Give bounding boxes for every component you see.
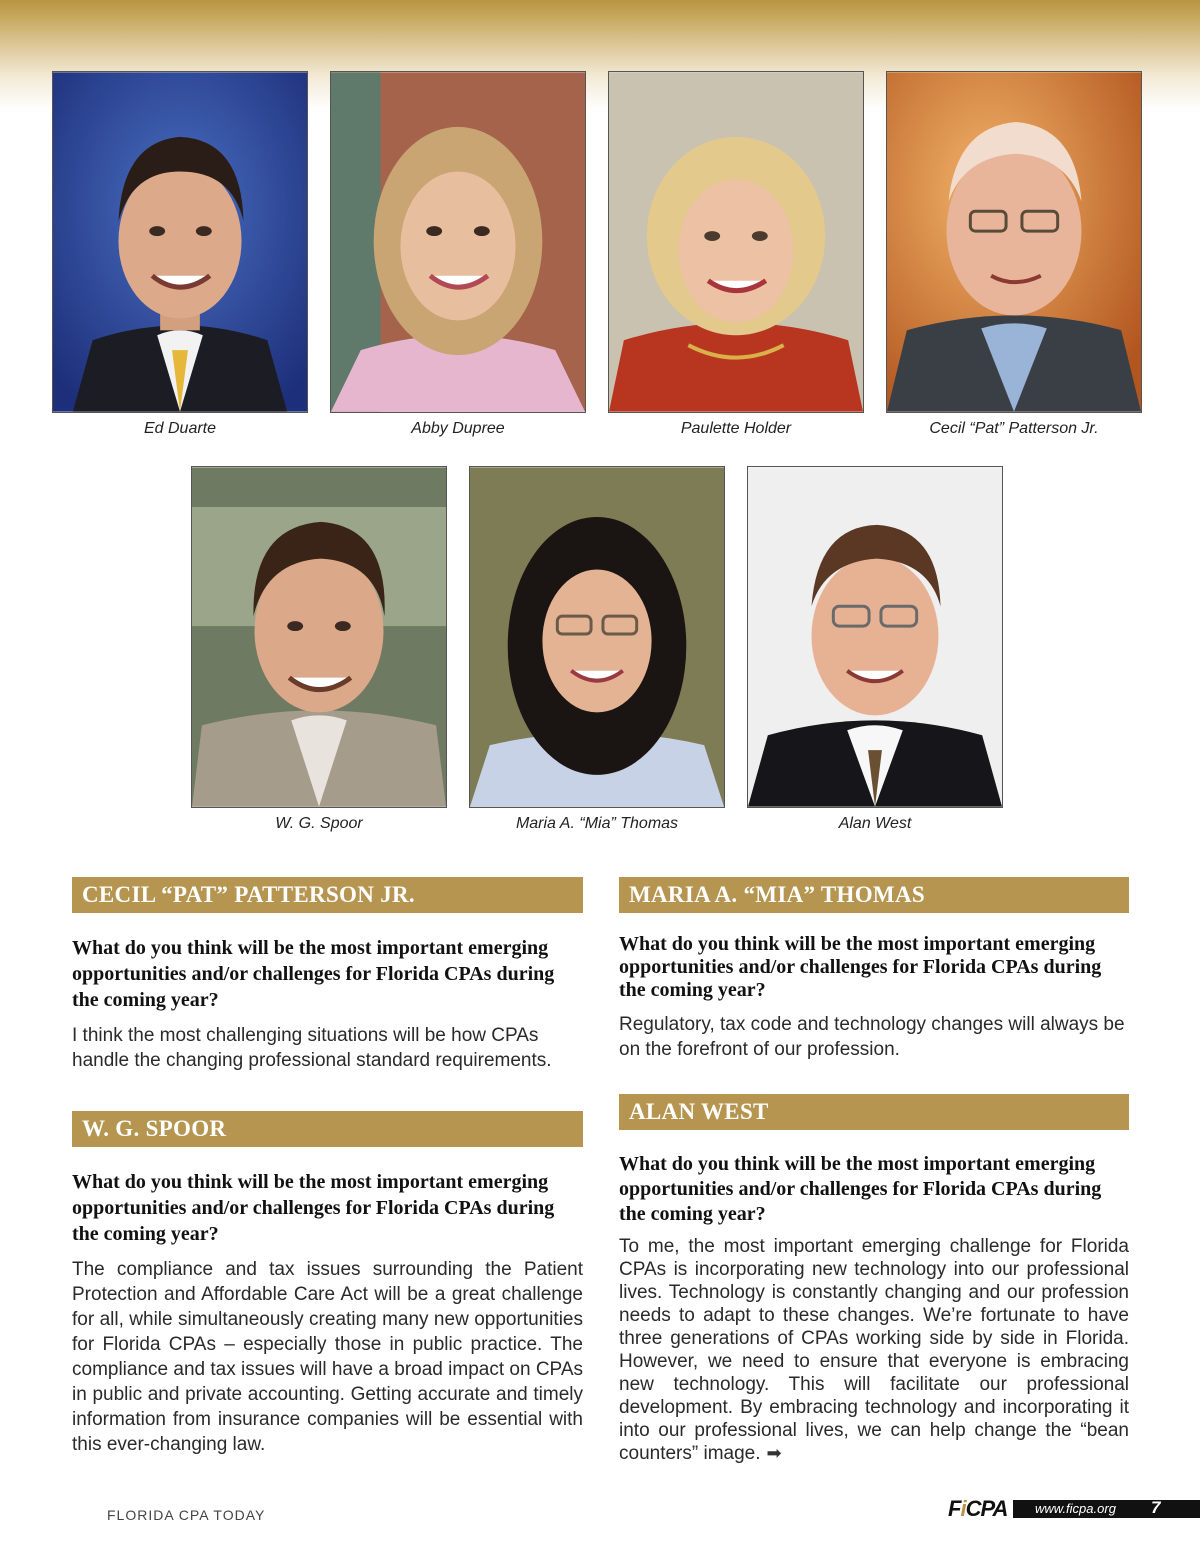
section-west — [619, 1094, 1129, 1465]
publication-name: FLORIDA CPA TODAY — [107, 1507, 266, 1523]
photo-wg-spoor — [191, 466, 447, 808]
section-heading: CECIL “PAT” PATTERSON JR. — [72, 877, 583, 913]
page-number: 7 — [1151, 1498, 1161, 1517]
caption-cecil-patterson: Cecil “Pat” Patterson Jr. — [929, 420, 1099, 437]
section-patterson — [72, 877, 583, 1073]
answer-text: To me, the most important emerging challenge for Florida CPAs is incorporating new technology into our professional lives. Technology is constantly changing and our profession needs to adapt to these changes. We’re fortunate to have three generations of CPAs working side by side in Florida. However, we need to ensure that everyone is embracing new technology. This will facilitate our professional development. By embracing technology and incorporating it into our professional lives, we can help change the “bean counters” image. — [619, 1236, 1129, 1464]
question-text: What do you think will be the most important emerging opportunities and/or challenges for Florida CPAs during the coming year? — [72, 937, 555, 1011]
answer-text: Regulatory, tax code and technology changes will always be on the forefront of our profession. — [619, 1014, 1125, 1060]
answer-block — [619, 1235, 1129, 1465]
section-spoor — [72, 1111, 583, 1457]
url-bar — [1013, 1500, 1200, 1518]
caption-wg-spoor: W. G. Spoor — [275, 815, 363, 832]
continue-arrow-icon: ➡ — [766, 1443, 782, 1463]
photo-ed-duarte — [52, 71, 308, 413]
question-text: What do you think will be the most important emerging opportunities and/or challenges for Florida CPAs during the coming year? — [72, 1171, 555, 1245]
photo-alan-west — [747, 466, 1003, 808]
photo-maria-thomas — [469, 466, 725, 808]
section-heading: W. G. SPOOR — [72, 1111, 583, 1147]
website-url[interactable]: www.ficpa.org — [1035, 1501, 1116, 1516]
question-text: What do you think will be the most important emerging opportunities and/or challenges for Florida CPAs during the coming year? — [619, 933, 1102, 1001]
caption-abby-dupree: Abby Dupree — [411, 420, 505, 437]
answer-text: I think the most challenging situations will be how CPAs handle the changing professional standard requirements. — [72, 1025, 552, 1071]
caption-alan-west: Alan West — [838, 815, 912, 832]
footer-brand — [948, 1494, 1200, 1524]
caption-ed-duarte: Ed Duarte — [143, 420, 217, 437]
section-thomas — [619, 877, 1129, 1062]
caption-paulette-holder: Paulette Holder — [680, 420, 792, 437]
answer-text: The compliance and tax issues surrounding the Patient Protection and Affordable Care Act will be a great challenge for all, while simultaneously creating many new opportunities for Florida CPAs – especially those in public practice. The compliance and tax issues will have a broad impact on CPAs in public and private accounting. Getting accurate and timely information from insurance companies will be essential with this ever-changing law. — [72, 1259, 583, 1455]
caption-maria-thomas: Maria A. “Mia” Thomas — [515, 815, 679, 832]
section-heading: ALAN WEST — [619, 1094, 1129, 1130]
photo-cecil-patterson — [886, 71, 1142, 413]
photo-abby-dupree — [330, 71, 586, 413]
photo-paulette-holder — [608, 71, 864, 413]
section-heading: MARIA A. “MIA” THOMAS — [619, 877, 1129, 913]
ficpa-logo: FiCPA — [948, 1496, 1008, 1521]
question-text: What do you think will be the most important emerging opportunities and/or challenges for Florida CPAs during the coming year? — [619, 1153, 1102, 1225]
